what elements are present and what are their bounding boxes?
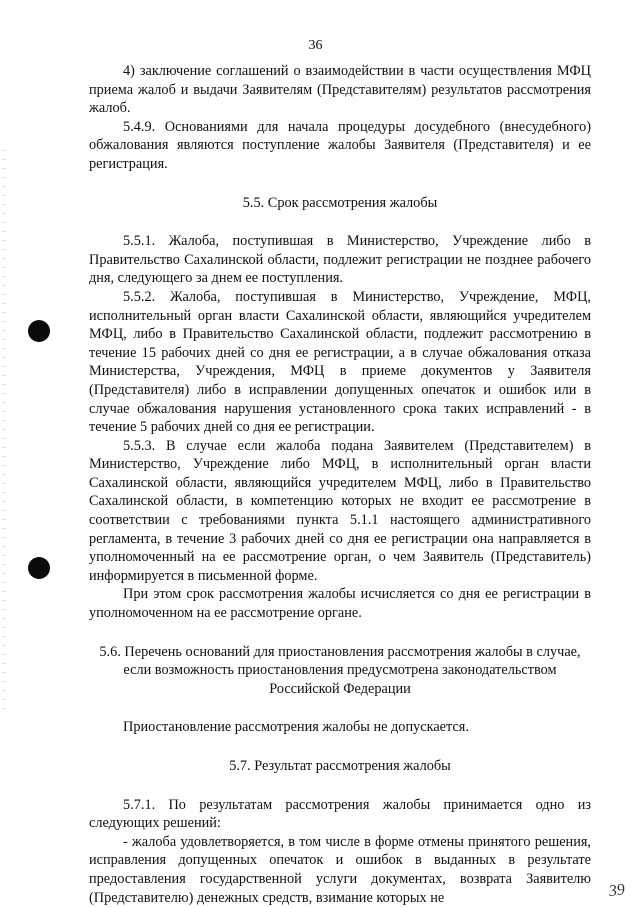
- paragraph: При этом срок рассмотрения жалобы исчисляется со дня ее регистрации в уполномоченном на ее рассмотрение органе.: [89, 586, 591, 622]
- section-gap: [89, 698, 591, 718]
- section-heading: 5.7. Результат рассмотрения жалобы: [229, 758, 451, 774]
- punch-hole-top: [28, 320, 50, 342]
- section-gap: [89, 174, 591, 194]
- section-heading: 5.6. Перечень оснований для приостановления рассмотрения жалобы в случае, если возможность приостановления предусмотрена законодательством Российской Федерации: [99, 643, 581, 697]
- section-gap: [89, 623, 591, 643]
- paragraph: 5.5.2. Жалоба, поступившая в Министерство, Учреждение, МФЦ, исполнительный орган власти Сахалинской области, являющийся учредителем МФЦ, либо в Правительство Сахалинской области, подлежит рассмотрению в течение 15 рабочих дней со дня ее регистрации, а в случае обжалования отказа Министерства, Учреждения, МФЦ в приеме документов у Заявителя (Представителя) либо в исправлении допущенных опечаток и ошибок или в случае обжалования нарушения установленного срока таких исправлений - в течение 5 рабочих дней со дня ее регистрации.: [89, 288, 591, 436]
- paragraph: 5.7.1. По результатам рассмотрения жалобы принимается одно из следующих решений:: [89, 796, 591, 832]
- section-gap: [89, 212, 591, 232]
- paragraph: 5.4.9. Основаниями для начала процедуры досудебного (внесудебного) обжалования являются поступление жалобы Заявителя (Представителя) и ее регистрация.: [89, 118, 591, 172]
- paragraph: - жалоба удовлетворяется, в том числе в форме отмены принятого решения, исправления допущенных опечаток и ошибок в выданных в результате предоставления государственной услуги документах, возврата Заявителю (Представителю) денежных средств, взимание которых не: [89, 833, 591, 906]
- paragraph: Приостановление рассмотрения жалобы не допускается.: [123, 719, 469, 736]
- page-number: 36: [308, 38, 323, 53]
- paragraph: 5.5.3. В случае если жалоба подана Заявителем (Представителем) в Министерство, Учреждение либо МФЦ, в исполнительный орган власти Сахалинской области, являющийся учредителем МФЦ, либо в Правительство Сахалинской области, в компетенцию которых не входит ее рассмотрение в соответствии с требованиями пункта 5.1.1 настоящего административного регламента, в течение 3 рабочих дней со дня ее регистрации она направляется в уполномоченный на ее рассмотрение орган, о чем Заявитель (Представитель) информируется в письменной форме.: [89, 437, 591, 584]
- paragraph: 4) заключение соглашений о взаимодействии в части осуществления МФЦ приема жалоб и выдачи Заявителям (Представителям) результатов рассмотрения жалоб.: [89, 63, 591, 117]
- paragraph: 5.5.1. Жалоба, поступившая в Министерство, Учреждение либо в Правительство Сахалинской области, подлежит регистрации не позднее рабочего дня, следующего за днем ее поступления.: [89, 233, 591, 287]
- scan-margin-specks: [2, 150, 5, 710]
- handwritten-page-number: 39: [607, 880, 627, 901]
- section-gap: [89, 776, 591, 796]
- section-heading: 5.5. Срок рассмотрения жалобы: [242, 194, 438, 211]
- punch-hole-bottom: [28, 557, 50, 579]
- document-body: [89, 62, 591, 907]
- section-gap: [89, 737, 591, 757]
